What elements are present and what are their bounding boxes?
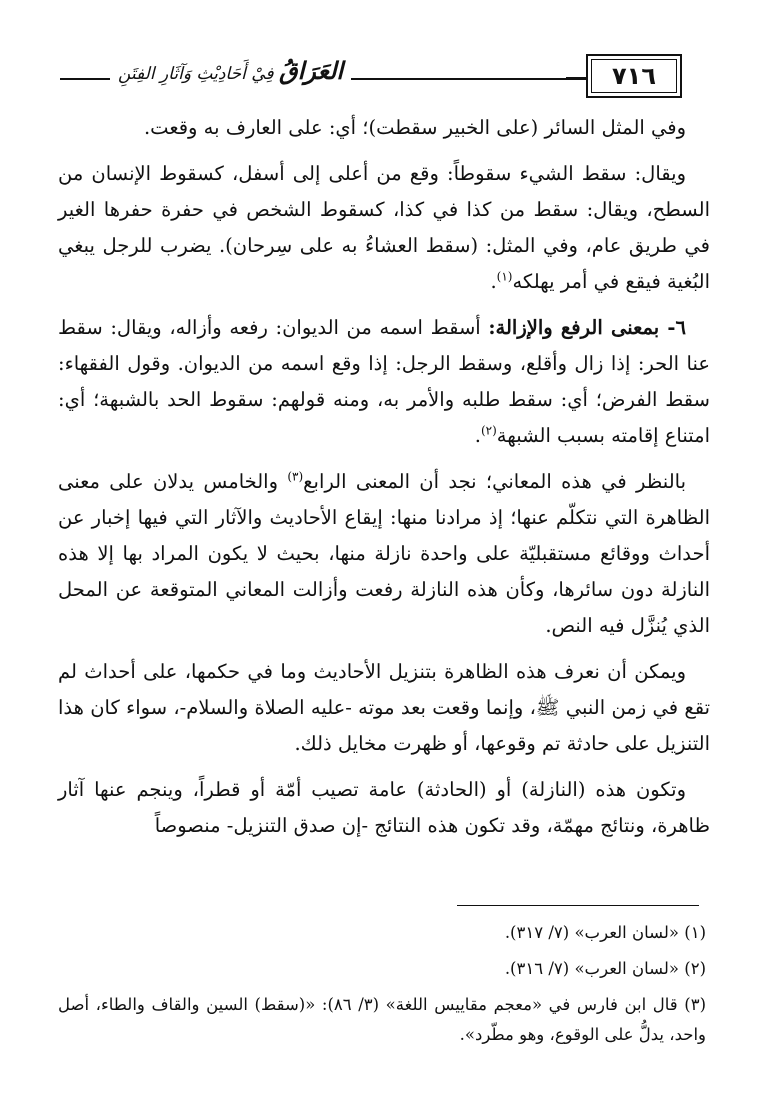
- section-heading-6: ٦- بمعنى الرفع والإزالة:: [488, 316, 686, 339]
- footnote-1: (١) «لسان العرب» (٧/ ٣١٧).: [504, 923, 706, 942]
- paragraph-6: [58, 772, 710, 844]
- running-title: [110, 56, 351, 85]
- paragraph-text: ويقال: سقط الشيء سقوطاً: وقع من أعلى إلى أسفل، كسقوط الإنسان من السطح، ويقال: سقط من كذا في كذا، كسقوط الشخص في حفرة حفرها الغير في طريق عام، وفي المثل: (سقط العشاءُ به على سِرحان). يضرب للرجل يبغي البُغية فيقع في أمر يهلكه: [58, 162, 710, 293]
- paragraph-3: [58, 310, 710, 454]
- paragraph-text: ويمكن أن نعرف هذه الظاهرة بتنزيل الأحاديث وما في حكمها، على أحداث لم تقع في زمن النبي ﷺ، وإنما وقعت بعد موته -عليه الصلاة والسلام-، سواء كان هذا التنزيل على حادثة تم وقوعها، أو ظهرت مخايل ذلك.: [58, 660, 710, 755]
- header-rule-tail: [566, 77, 586, 79]
- footnotes: [58, 918, 710, 1056]
- footnote-ref-2[interactable]: (٢): [480, 423, 497, 438]
- paragraph-end: .: [490, 270, 497, 293]
- footnote-3: (٣) قال ابن فارس في «معجم مقاييس اللغة» (٣/ ٨٦): «(سقط) السين والقاف والطاء، أصل واحد، يدلُّ على الوقوع، وهو مطّرد».: [58, 995, 706, 1044]
- running-title-rest: فِيْ أَحَادِيْثِ وَآثَارِ الفِتَنِ: [118, 64, 274, 84]
- footnote-ref-3[interactable]: (٣): [287, 469, 304, 484]
- paragraph-1: [58, 110, 710, 146]
- paragraph-5: [58, 654, 710, 762]
- page-number-box: [586, 54, 682, 98]
- paragraph-text: وتكون هذه (النازلة) أو (الحادثة) عامة تصيب أمّة أو قطراً، وينجم عنها آثار ظاهرة، ونتائج مهمّة، وقد تكون هذه النتائج -إن صدق التنزيل- منصوصاً: [58, 778, 710, 837]
- page-header: [60, 52, 682, 102]
- page-number: ٧١٦: [591, 59, 677, 93]
- paragraph-4: [58, 464, 710, 644]
- paragraph-text-cont: والخامس يدلان على معنى الظاهرة التي نتكلّم عنها؛ إذ مرادنا منها: إيقاع الأحاديث والآثار التي فيها إخبار عن أحداث ووقائع مستقبليّة على واحدة نازلة منها، بحيث لا يكون المراد بها إلا هذه النازلة دون سائرها، وكأن هذه النازلة رفعت وأزالت المعاني المتوقعة عن المحل الذي يُنزَّل فيه النص.: [58, 470, 710, 637]
- paragraph-end: .: [474, 424, 481, 447]
- paragraph-2: [58, 156, 710, 300]
- main-text: [58, 110, 710, 854]
- footnote-separator: [457, 905, 699, 906]
- paragraph-text: وفي المثل السائر (على الخبير سقطت)؛ أي: على العارف به وقعت.: [143, 116, 686, 139]
- running-title-main: العَرَاقُ: [278, 56, 344, 85]
- paragraph-text: أسقط اسمه من الديوان: رفعه وأزاله، ويقال: سقط عنا الحر: إذا زال وأقلع، وسقط الرجل: إذا وقع اسمه من الديوان. وقول الفقهاء: سقط الفرض؛ أي: سقط طلبه والأمر به، ومنه قولهم: سقوط الحد بالشبهة؛ أي: امتناع إقامته بسبب الشبهة: [58, 316, 710, 447]
- footnote-2: (٢) «لسان العرب» (٧/ ٣١٦).: [504, 959, 706, 978]
- paragraph-text: بالنظر في هذه المعاني؛ نجد أن المعنى الرابع: [303, 470, 686, 493]
- footnote-ref-1[interactable]: (١): [496, 269, 513, 284]
